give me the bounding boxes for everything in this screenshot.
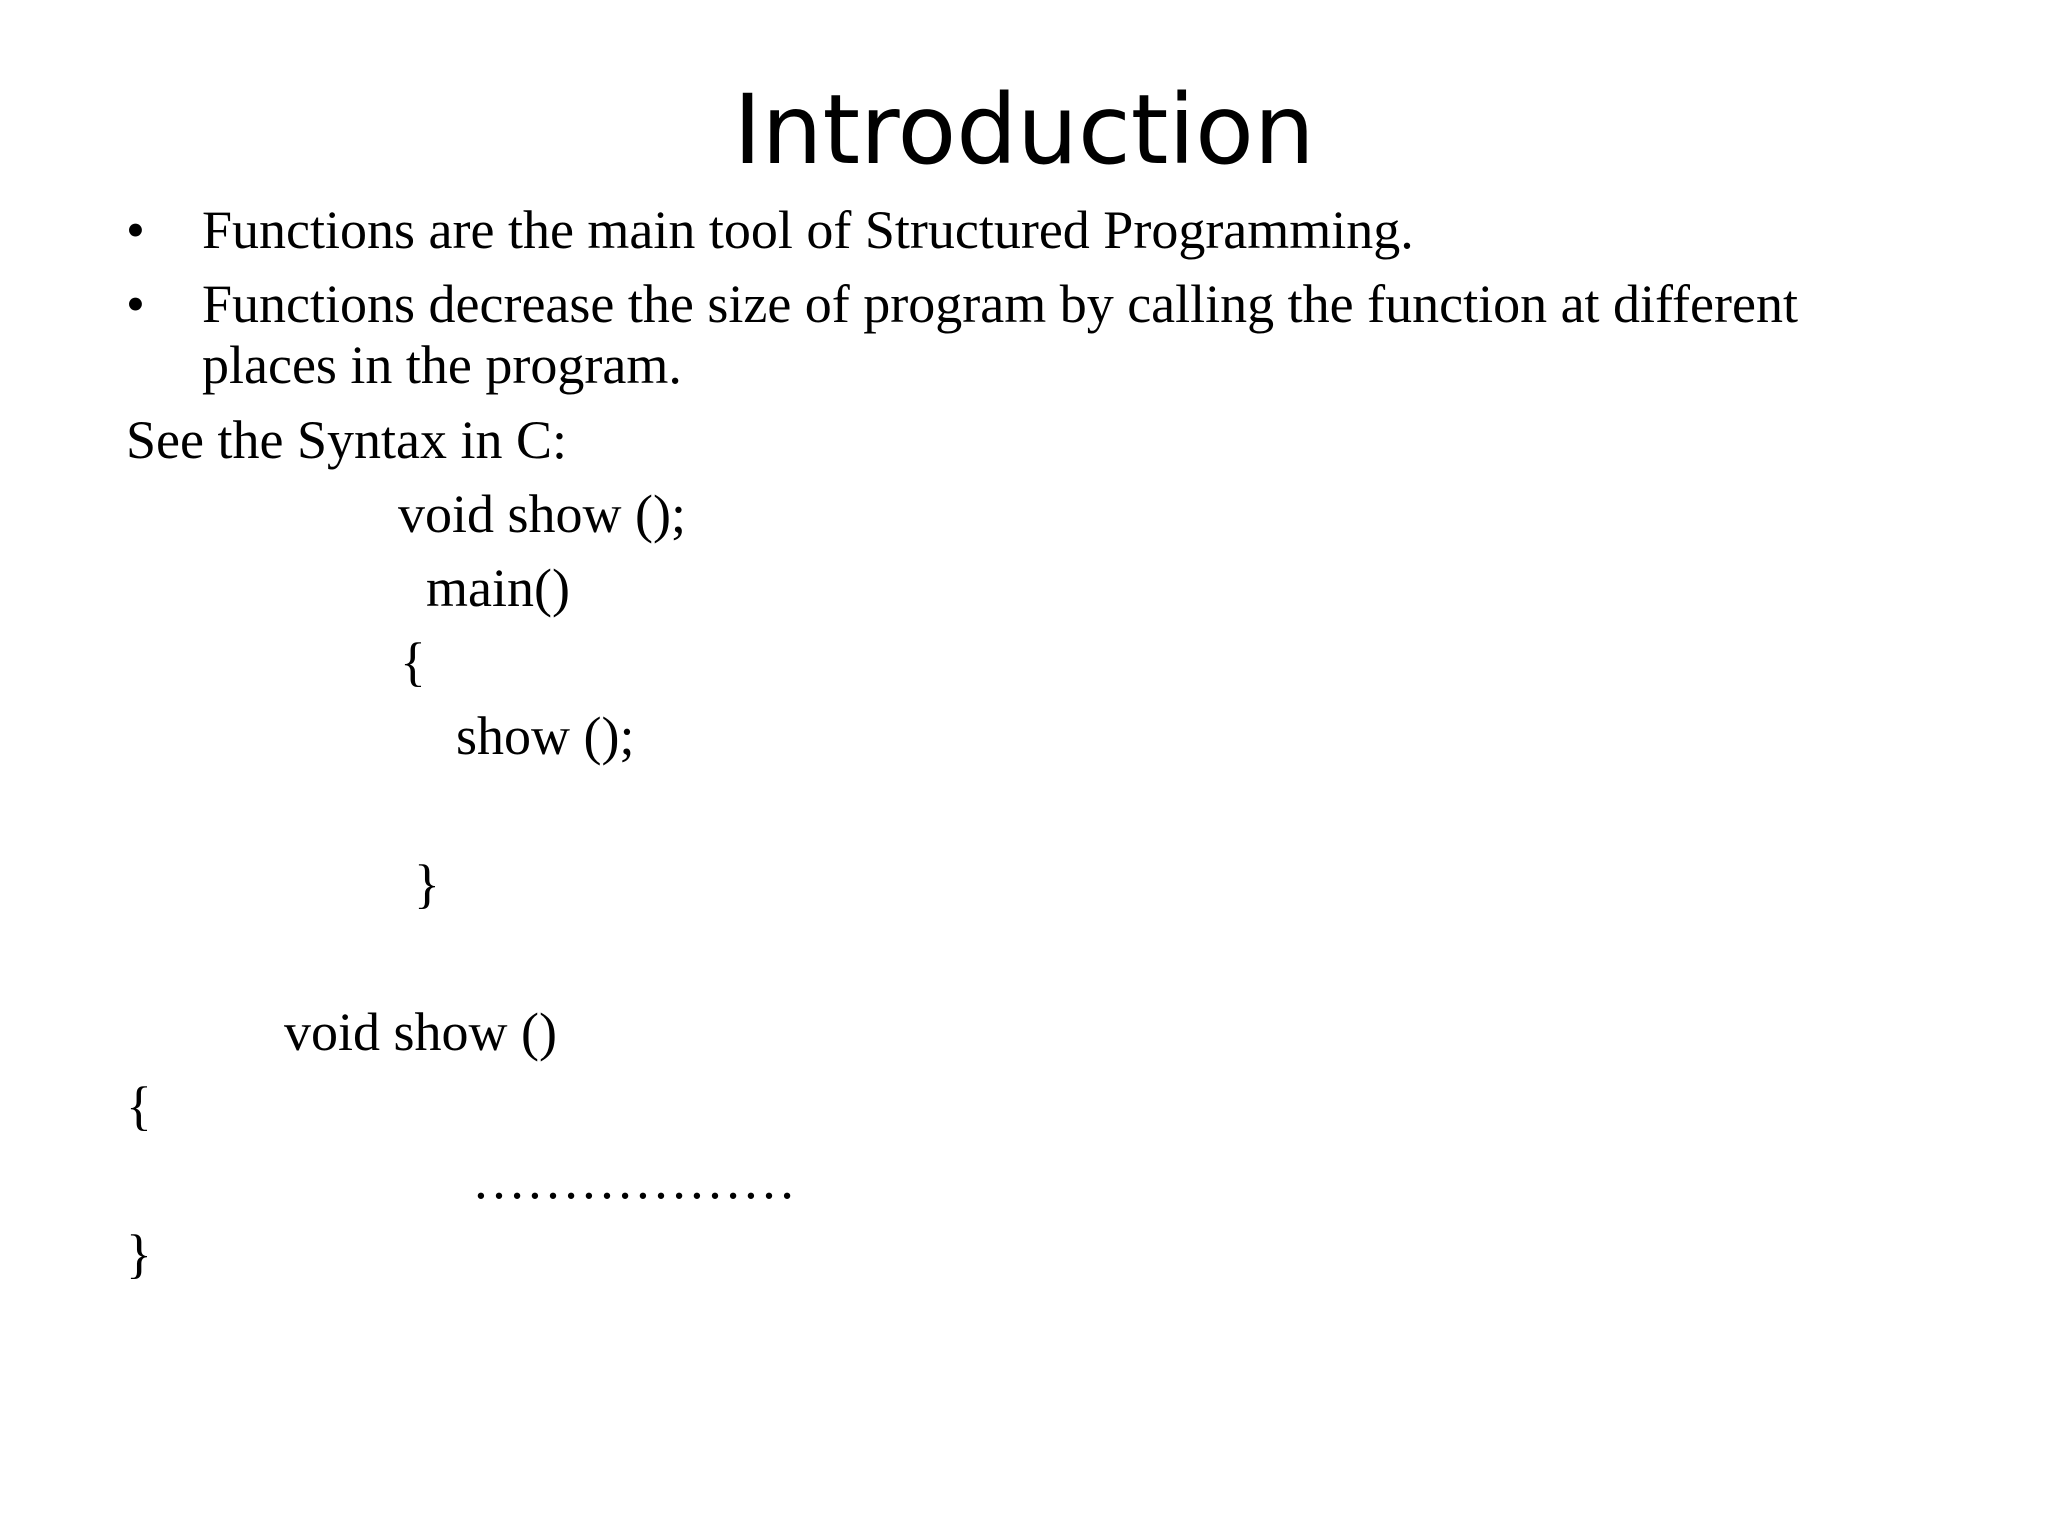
- code-line-decl: void show ();: [398, 484, 686, 544]
- code-line-def-open: {: [126, 1076, 152, 1136]
- code-line-call: show ();: [456, 706, 635, 766]
- bullet-text-1: Functions are the main tool of Structured Programming.: [202, 200, 1414, 260]
- code-line-main-close: }: [414, 854, 440, 914]
- bullet-marker: •: [126, 200, 145, 260]
- code-line-main: main(): [426, 558, 570, 618]
- bullet-text-2-line-1: Functions decrease the size of program by calling the function at different: [202, 274, 1798, 334]
- bullet-marker: •: [126, 274, 145, 334]
- slide-title: Introduction: [733, 74, 1315, 186]
- bullet-text-2-line-2: places in the program.: [202, 335, 682, 395]
- code-line-body: ………………: [472, 1150, 796, 1210]
- code-line-main-open: {: [400, 632, 426, 692]
- code-line-def-close: }: [126, 1224, 152, 1284]
- code-line-def: void show (): [284, 1002, 557, 1062]
- syntax-label: See the Syntax in C:: [126, 410, 567, 470]
